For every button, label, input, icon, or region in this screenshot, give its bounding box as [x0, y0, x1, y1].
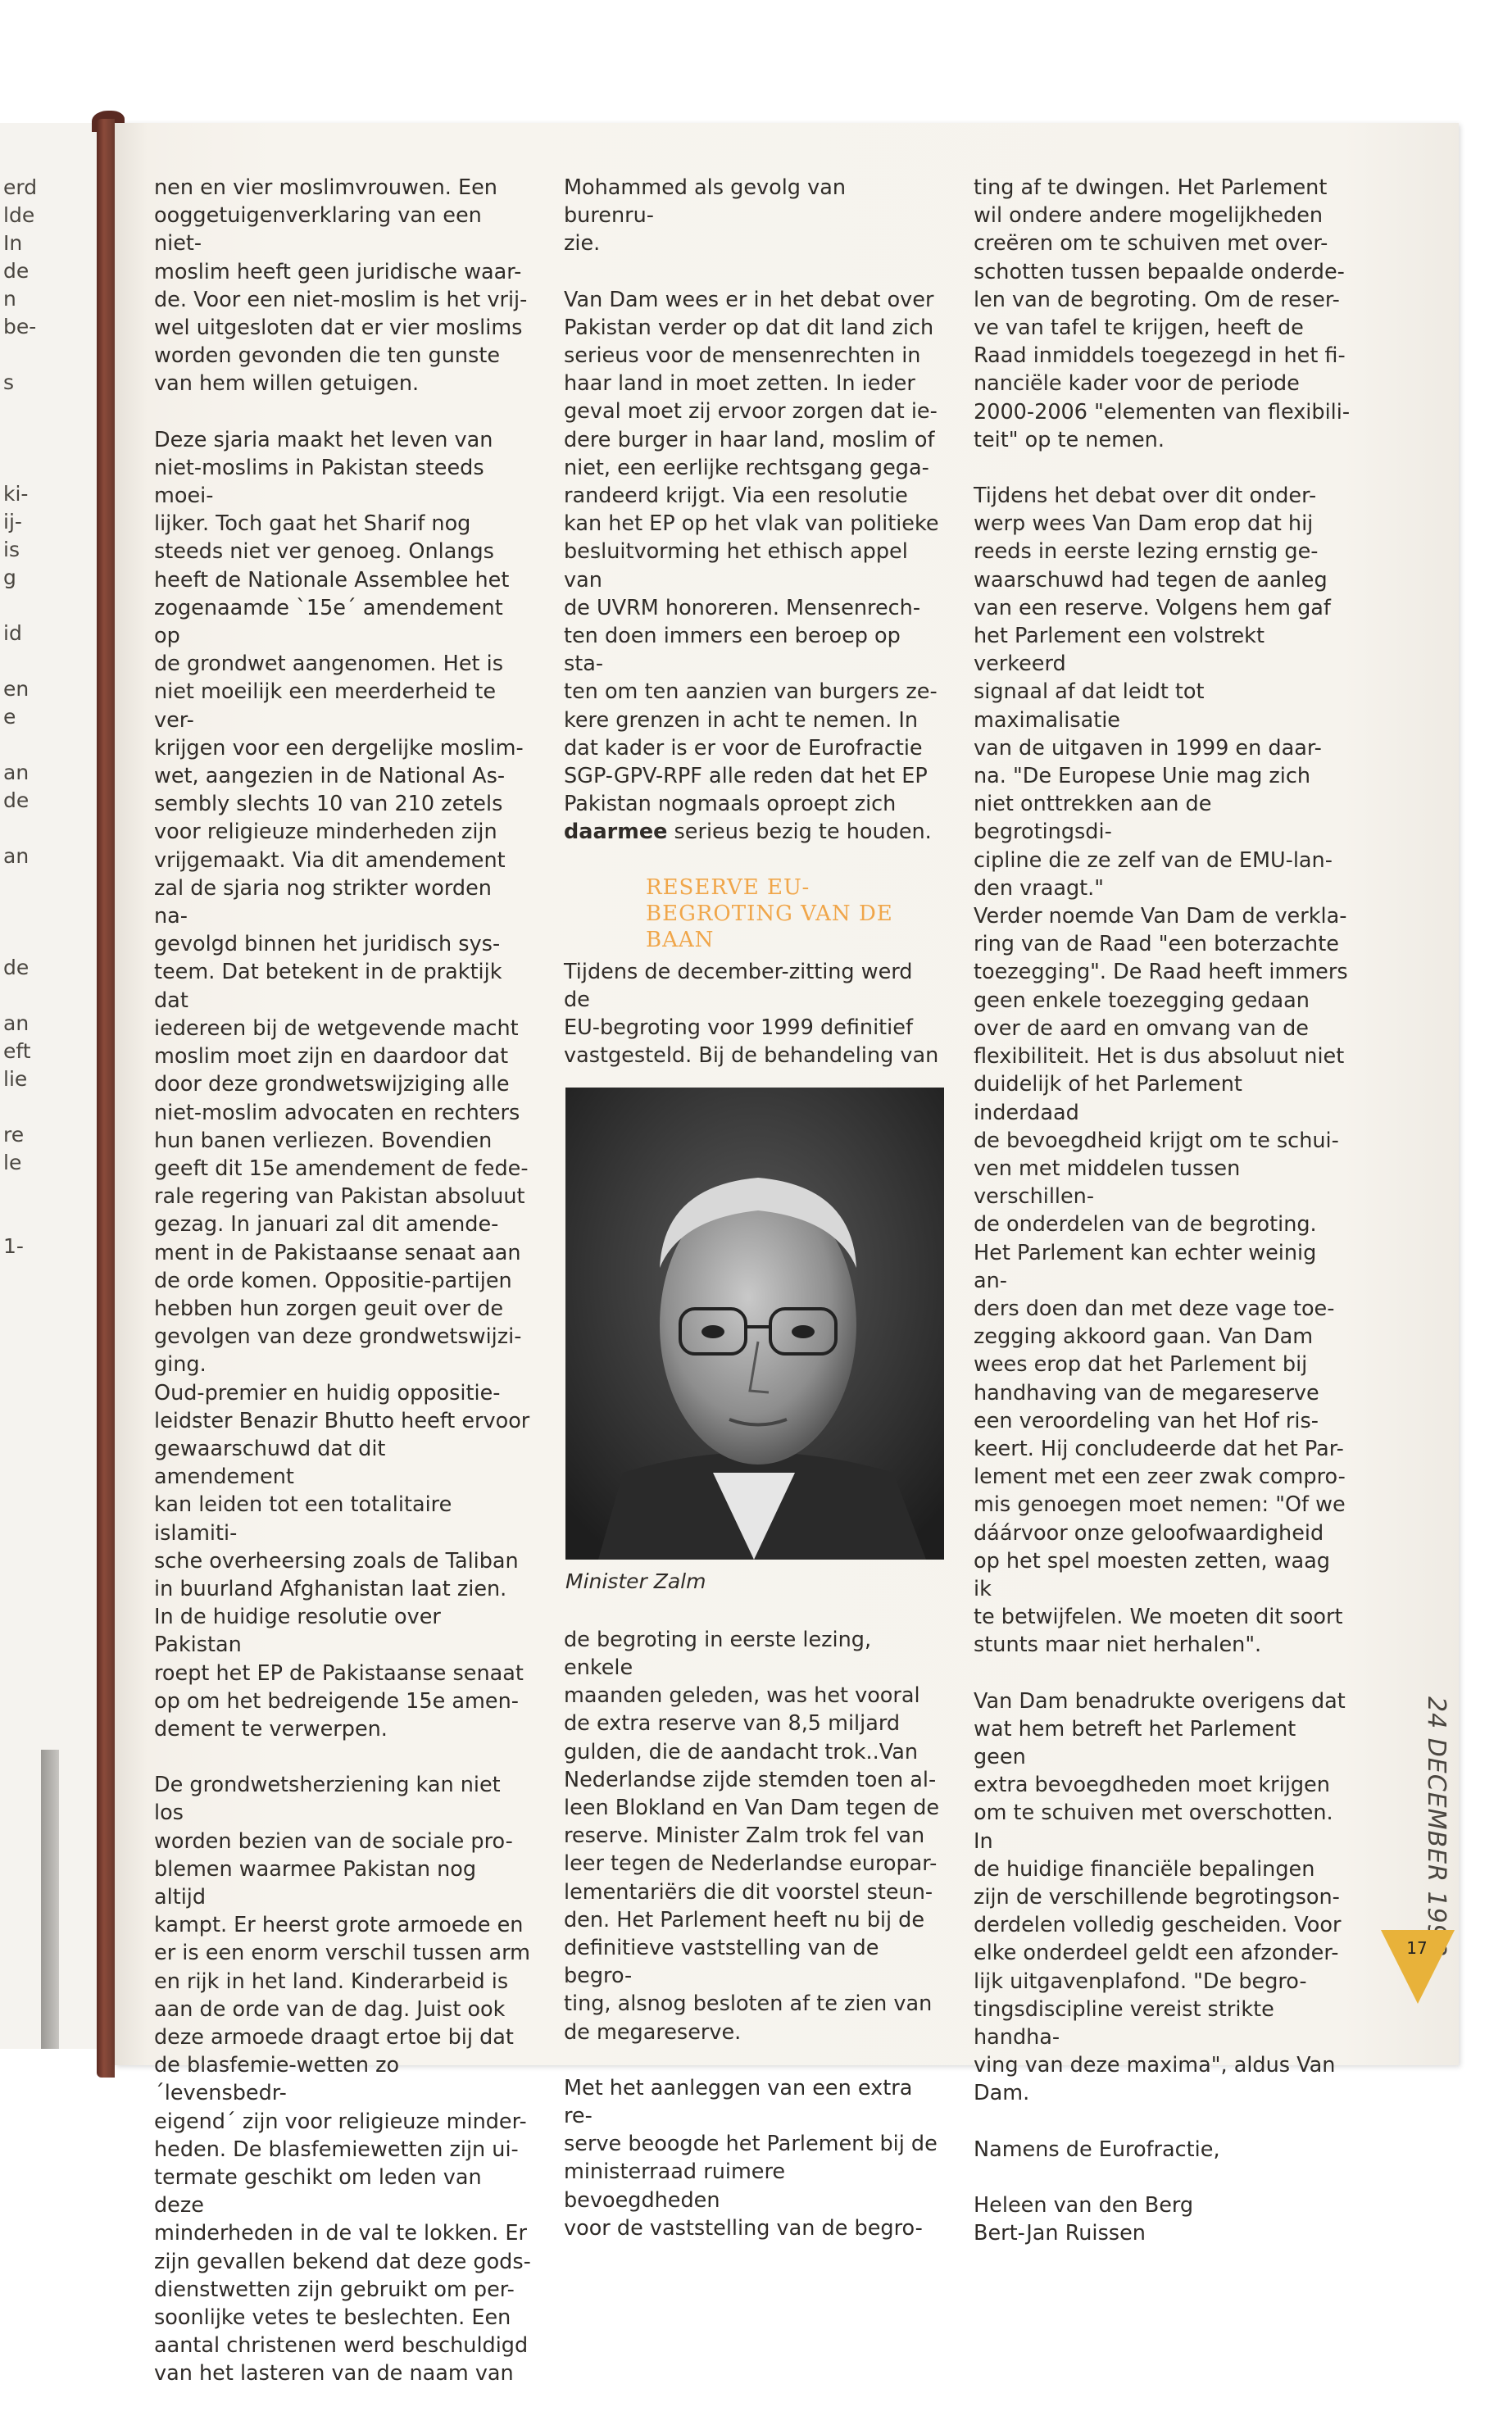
col3-paragraph-2: Tijdens het debat over dit onder- werp wees Van Dam erop dat hij reeds in eerste lezing ernstig ge- waarschuwd had tegen de aanleg van een reserve. Volgens hem gaf het Parlement een volstrekt verkeerd signaal af dat leidt tot maximalisatie van de uitgaven in 1999 en daar- na. "De Europese Unie mag zich niet onttrekken aan de begrotingsdi- cipline die ze zelf van de EMU-lan- den vraagt."	[974, 484, 1333, 901]
col3-paragraph-1: ting af te dwingen. Het Parlement wil ondere andere mogelijkheden creëren om te schuiven met over- schotten tussen bepaalde onderde- len van de begroting. Om de reser- ve van tafel te krijgen, heeft de Raad inmiddels toegezegd in het fi- nanciële kader voor de periode 2000-2006 "elementen van flexibili- teit" op te nemen.	[974, 175, 1351, 452]
prev-page-fragment: de	[3, 788, 30, 812]
emphasis-daarmee: daarmee	[564, 820, 668, 845]
prev-page-fragment: ij-	[3, 510, 22, 534]
page-number: 17	[1406, 1938, 1428, 1958]
col1-paragraph-2: Deze sjaria maakt het leven van niet-moslims in Pakistan steeds moei- lijker. Toch gaat het Sharif nog steeds niet ver genoeg. Onlangs heeft de Nationale Assemblee het zogenaamde `15e´ amendement op de grondwet aangenomen. Het is niet moeilijk een meerderheid te ver- krijgen voor een dergelijke moslim- wet, aangezien in de National As- sembly slechts 10 van 210 zetels voor religieuze minderheden zijn vrijgemaakt. Via dit amendement zal de sjaria nog strikter worden na- gevolgd binnen het juridisch sys- teem. Dat betekent in de praktijk dat iedereen bij de wetgevende macht moslim moet zijn en daardoor dat door deze grondwetswijziging alle niet-moslim advocaten en rechters hun banen verliezen. Bovendien geeft dit 15e amendement de fede- rale regering van Pakistan absoluut gezag. In januari zal dit amende- ment in de Pakistaanse senaat aan de orde komen. Oppositie-partijen hebben hun zorgen geuit over de gevolgen van deze grondwetswijzi- ging.	[154, 427, 529, 1378]
column-2	[564, 174, 941, 2270]
prev-page-fragment: erd	[3, 175, 38, 199]
signature-name-1: Heleen van den Berg	[974, 2192, 1194, 2218]
col1-paragraph-3: Oud-premier en huidig oppositie- leidster Benazir Bhutto heeft ervoor gewaarschuwd dat dit amendement kan leiden tot een totalitaire islamiti- sche overheersing zoals de Taliban in buurland Afghanistan laat zien. In de huidige resolutie over Pakistan roept het EP de Pakistaanse senaat op om het bedreigende 15e amen- dement te verwerpen.	[154, 1380, 530, 1742]
col3-closing: Namens de Eurofractie,	[974, 2137, 1220, 2162]
prev-page-fragment: eft	[3, 1039, 31, 1063]
prev-page-fragment: an	[3, 1011, 30, 1035]
col1-paragraph-1: nen en vier moslimvrouwen. Een ooggetuigenverklaring van een niet- moslim heeft geen juridische waar- de. Voor een niet-moslim is het vrij- wel uitgesloten dat er vier moslims worden gevonden die ten gunste van hem willen getuigen.	[154, 175, 528, 397]
prev-page-fragment: be-	[3, 315, 37, 338]
book-spine	[97, 119, 115, 2078]
prev-page-fragment: n	[3, 287, 16, 311]
portrait-photo	[565, 1088, 944, 1560]
prev-page-fragment: le	[3, 1151, 22, 1174]
prev-page-fragment: ki-	[3, 482, 29, 506]
prev-page-fragment: an	[3, 844, 30, 868]
previous-page-fragment	[0, 123, 97, 2049]
col2-paragraph-5: Met het aanleggen van een extra re- serve beoogde het Parlement bij de ministerraad ruimere bevoegdheden voor de vaststelling van de begro-	[564, 2075, 938, 2241]
prev-page-fragment: en	[3, 677, 30, 701]
prev-page-fragment: 1-	[3, 1234, 24, 1258]
prev-page-fragment: In	[3, 231, 23, 255]
prev-page-fragment: an	[3, 761, 30, 784]
col3-paragraph-4: Van Dam benadrukte overigens dat wat hem betreft het Parlement geen extra bevoegdheden moet krijgen om te schuiven met overschotten. In de huidige financiële bepalingen zijn de verschillende begrotingson- derdelen volledig gescheiden. Voor elke onderdeel geldt een afzonder- lijk uitgavenplafond. "De begro- tingsdiscipline vereist strikte handha- ving van deze maxima", aldus Van Dam.	[974, 1688, 1346, 2106]
column-3	[974, 174, 1351, 2247]
prev-page-fragment: e	[3, 705, 16, 729]
col1-paragraph-4: De grondwetsherziening kan niet los worden bezien van de sociale pro- blemen waarmee Pakistan nog altijd kampt. Er heerst grote armoede en er is een enorm verschil tussen arm en rijk in het land. Kinderarbeid is aan de orde van de dag. Juist ook deze armoede draagt ertoe bij dat de blasfemie-wetten zo ´levensbedr- eigend´ zijn voor religieuze minder- heden. De blasfemiewetten zijn ui- termate geschikt om leden van deze minderheden in de val te lokken. Er zijn gevallen bekend dat deze gods- dienstwetten zijn gebruikt om per- soonlijke vetes te beslechten. Een aantal christenen werd beschuldigd van het lasteren van de naam van	[154, 1773, 531, 2386]
col2-paragraph-3: Tijdens de december-zitting werd de EU-begroting voor 1999 definitief vastgesteld. Bij de behandeling van	[564, 959, 939, 1069]
column-1	[154, 174, 531, 2416]
prev-page-fragment: is	[3, 538, 20, 561]
prev-page-fragment: lde	[3, 203, 35, 227]
col2-paragraph-2	[564, 286, 941, 847]
col2-paragraph-2-end: serieus bezig te houden.	[667, 820, 932, 845]
prev-page-fragment: re	[3, 1123, 25, 1147]
section-heading: RESERVE EU- BEGROTING VAN DE BAAN	[646, 874, 893, 952]
col3-paragraph-3: Verder noemde Van Dam de verkla- ring van de Raad "een boterzachte toezegging". De Raad heeft immers geen enkele toezegging gedaan over de aard en omvang van de flexibiliteit. Het is dus absoluut niet duidelijk of het Parlement inderdaad de bevoegdheid krijgt om te schui- ven met middelen tussen verschillen- de onderdelen van de begroting. Het Parlement kan echter weinig an- ders doen dan met deze vage toe- zegging akkoord gaan. Van Dam wees erop dat het Parlement bij handhaving van de megareserve een veroordeling van het Hof ris- keert. Hij concludeerde dat het Par- lement met een zeer zwak compro- mis genoegen moet nemen: "Of we dáárvoor onze geloofwaardigheid op het spel moesten zetten, waag ik te betwijfelen. We moeten dit soort stunts maar niet herhalen".	[974, 904, 1348, 1658]
col2-paragraph-4: de begroting in eerste lezing, enkele maanden geleden, was het vooral de extra reserve van 8,5 miljard gulden, die de aandacht trok..Van Nederlandse zijde stemden toen al- leen Blokland en Van Dam tegen de reserve. Minister Zalm trok fel van leer tegen de Nederlandse europar- lementariërs die dit voorstel steun- den. Het Parlement heeft nu bij de definitieve vaststelling van de begro- ting, alsnog besloten af te zien van de megareserve.	[564, 1627, 940, 2045]
signature-name-2: Bert-Jan Ruissen	[974, 2221, 1146, 2246]
photo-caption: Minister Zalm	[565, 1569, 706, 1594]
prev-page-grey-bar	[41, 1750, 59, 2049]
prev-page-fragment: lie	[3, 1067, 28, 1091]
prev-page-fragment: de	[3, 956, 30, 979]
prev-page-fragment: de	[3, 259, 30, 283]
signature	[974, 2191, 1351, 2247]
prev-page-fragment: g	[3, 565, 16, 589]
prev-page-fragment: id	[3, 621, 22, 645]
prev-page-fragment: s	[3, 370, 15, 394]
portrait-image	[565, 1088, 944, 1560]
date-stamp: 24 DECEMBER 1998	[1422, 1696, 1451, 1957]
col2-paragraph-2-text: Van Dam wees er in het debat over Pakistan verder op dat dit land zich serieus voor de mensenrechten in haar land in moet zetten. In ieder geval moet zij ervoor zorgen dat ie- dere burger in haar land, moslim of niet, een eerlijke rechtsgang gega- randeerd krijgt. Via een resolutie kan het EP op het vlak van politieke besluitvorming het ethisch appel van de UVRM honoreren. Mensenrech- ten doen immers een beroep op sta- ten om ten aanzien van burgers ze- kere grenzen in acht te nemen. In dat kader is er voor de Eurofractie SGP-GPV-RPF alle reden dat het EP Pakistan nogmaals oproept zich	[564, 287, 939, 817]
col2-paragraph-1: Mohammed als gevolg van burenru- zie.	[564, 175, 846, 257]
